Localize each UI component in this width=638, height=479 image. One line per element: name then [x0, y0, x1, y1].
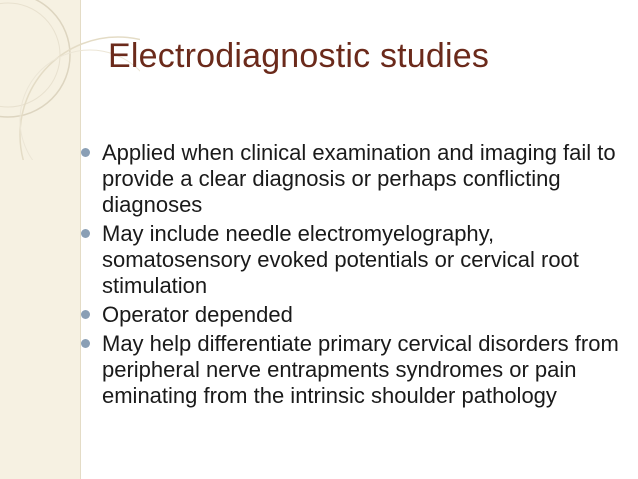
bullet-dot-icon	[81, 148, 90, 157]
bullet-list	[78, 140, 634, 412]
bullet-text: Applied when clinical examination and imaging fail to provide a clear diagnosis or perhaps conflicting diagnoses	[102, 140, 616, 217]
bullet-item	[78, 140, 634, 218]
bullet-item	[78, 331, 634, 409]
bullet-text: May include needle electromyelography, somatosensory evoked potentials or cervical root stimulation	[102, 221, 579, 298]
bullet-dot-icon	[81, 229, 90, 238]
bullet-dot-icon	[81, 339, 90, 348]
slide-title: Electrodiagnostic studies	[108, 37, 490, 75]
bullet-item	[78, 221, 634, 299]
bullet-text: May help differentiate primary cervical disorders from peripheral nerve entrapments syndromes or pain eminating from the intrinsic shoulder pathology	[102, 331, 619, 408]
decorative-circles	[0, 0, 140, 160]
bullet-item	[78, 302, 634, 328]
bullet-dot-icon	[81, 310, 90, 319]
bullet-text: Operator depended	[102, 302, 293, 327]
